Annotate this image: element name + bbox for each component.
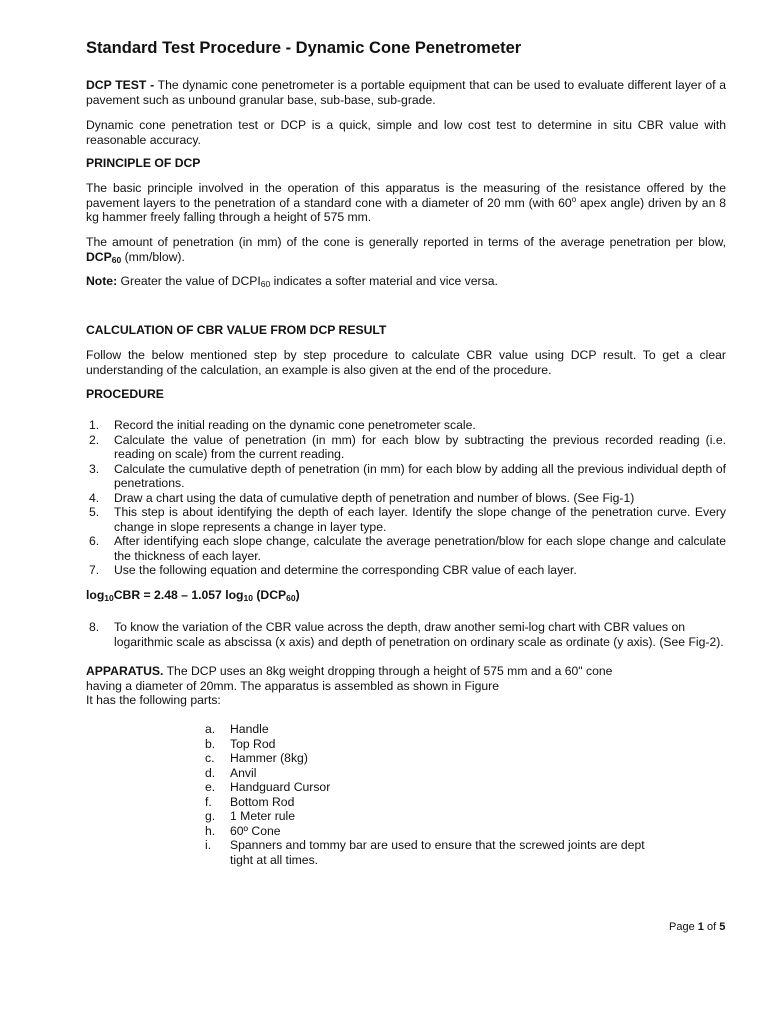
part-letter: c. — [205, 751, 215, 765]
list-item — [205, 780, 665, 795]
list-item — [86, 418, 726, 433]
calculation-paragraph: Follow the below mentioned step by step procedure to calculate CBR value using DCP result. To get a clear understanding of the calculation, an example is also given at the end of the procedure. — [86, 348, 726, 377]
list-item — [86, 534, 726, 563]
step-number: 1. — [89, 418, 100, 432]
step-text: To know the variation of the CBR value across the depth, draw another semi-log chart with CBR values on logarithmic scale as abscissa (x axis) and depth of penetration on ordinary scale as ordinate (y axis). (See Fig-2). — [114, 620, 724, 649]
page-of: of — [706, 921, 717, 933]
step-text: Draw a chart using the data of cumulative depth of penetration and number of blows. (See Fig-1) — [114, 490, 635, 505]
page-total: 5 — [719, 921, 726, 933]
eq-dcp: (DCP — [252, 588, 287, 602]
page-label: Page — [669, 921, 695, 933]
step-number: 8. — [89, 620, 100, 634]
note-paragraph — [86, 274, 726, 289]
calculation-heading: CALCULATION OF CBR VALUE FROM DCP RESULT — [86, 323, 387, 337]
part-letter: d. — [205, 765, 216, 780]
principle-paragraph-1 — [86, 181, 726, 225]
list-item — [86, 563, 726, 578]
page-footer — [669, 920, 725, 935]
step-number: 5. — [89, 505, 100, 519]
apparatus-line-1 — [86, 664, 726, 679]
list-item — [86, 505, 726, 534]
list-item — [205, 751, 665, 766]
procedure-steps-list — [86, 418, 726, 578]
note-text-b: indicates a softer material and vice versa. — [273, 274, 498, 288]
step-text: After identifying each slope change, calculate the average penetration/blow for each slope change and calculate the thickness of each layer. — [114, 534, 726, 563]
apparatus-line-3: It has the following parts: — [86, 693, 221, 707]
penetration-text-b: (mm/blow). — [124, 249, 185, 264]
dcp-subscript: 60 — [111, 254, 122, 265]
page-number: 1 — [697, 921, 704, 933]
list-item — [86, 491, 726, 506]
intro-paragraph-2: Dynamic cone penetration test or DCP is a quick, simple and low cost test to determine in situ CBR value with reasonable accuracy. — [86, 118, 726, 147]
part-letter: h. — [205, 823, 216, 838]
penetration-text-a: The amount of penetration (in mm) of the cone is generally reported in terms of the average penetration per blow, — [86, 235, 726, 249]
principle-heading: PRINCIPLE OF DCP — [86, 156, 201, 170]
document-title: Standard Test Procedure - Dynamic Cone Penetrometer — [86, 39, 522, 57]
part-letter: i. — [205, 838, 212, 852]
step-text: This step is about identifying the depth of each layer. Identify the slope change of the penetration curve. Every change in slope represents a change in layer type. — [114, 505, 726, 534]
step-number: 3. — [89, 461, 100, 476]
part-letter: e. — [205, 780, 216, 794]
part-text: Anvil — [230, 765, 257, 780]
dcp60-term — [86, 250, 121, 264]
list-item — [86, 433, 726, 462]
step-text: Calculate the value of penetration (in mm) for each blow by subtracting the previous recorded reading (i.e. reading on scale) from the current reading. — [114, 432, 726, 461]
apparatus-parts-list — [205, 722, 665, 867]
eq-sub-3: 60 — [286, 593, 296, 603]
part-letter: a. — [205, 722, 216, 736]
apparatus-label: APPARATUS. — [86, 664, 164, 678]
intro-text: The dynamic cone penetrometer is a portable equipment that can be used to evaluate different layer of a pavement such as unbound granular base, sub-base, sub-grade. — [86, 78, 727, 107]
list-item — [86, 462, 726, 491]
dcp-label: DCP — [86, 249, 112, 264]
list-item — [205, 824, 665, 839]
part-text: Bottom Rod — [230, 794, 295, 809]
part-letter: g. — [205, 809, 216, 823]
part-text: Handguard Cursor — [230, 780, 331, 794]
step-number: 7. — [89, 563, 100, 577]
part-text: Handle — [230, 722, 269, 736]
list-item — [205, 838, 665, 867]
procedure-heading: PROCEDURE — [86, 387, 164, 401]
part-letter: f. — [205, 794, 212, 809]
principle-text-b: apex angle) driven by an 8 kg hammer freely falling through a height of 575 mm. — [86, 195, 726, 224]
principle-text-a: The basic principle involved in the operation of this apparatus is the measuring of the resistance offered by the pavement layers to the penetration of a standard cone with a diameter of 20 mm (with 60 — [86, 181, 726, 210]
part-text: Top Rod — [230, 736, 276, 751]
intro-label: DCP TEST - — [86, 78, 155, 92]
apparatus-paragraph — [86, 664, 726, 708]
apparatus-text-1: The DCP uses an 8kg weight dropping through a height of 575 mm and a 60" cone — [166, 664, 613, 678]
list-item — [205, 809, 665, 824]
list-item — [86, 620, 726, 649]
list-item — [205, 766, 665, 781]
intro-paragraph — [86, 78, 726, 107]
eq-end: ) — [295, 588, 300, 602]
part-text: 60º Cone — [230, 823, 281, 838]
note-text-a: Greater the value of DCPI — [120, 274, 261, 288]
part-text: 1 Meter rule — [230, 809, 296, 823]
part-text: Hammer (8kg) — [230, 751, 308, 765]
eq-sub-1: 10 — [104, 593, 114, 603]
step-text: Record the initial reading on the dynamic cone penetrometer scale. — [114, 418, 476, 432]
step-number: 2. — [89, 432, 100, 447]
dcpi-subscript: 60 — [260, 279, 271, 289]
list-item — [205, 795, 665, 810]
list-item — [205, 722, 665, 737]
eq-middle: CBR = 2.48 – 1.057 log — [113, 588, 244, 602]
note-label: Note: — [86, 274, 118, 288]
degree-superscript: o — [571, 194, 577, 204]
eq-log: log — [86, 588, 105, 602]
apparatus-line-2: having a diameter of 20mm. The apparatus is assembled as shown in Figure — [86, 678, 500, 693]
eq-sub-2: 10 — [243, 593, 253, 603]
step-text: Use the following equation and determine the corresponding CBR value of each layer. — [114, 563, 577, 577]
part-text: Spanners and tommy bar are used to ensure that the screwed joints are dept tight at all times. — [230, 838, 645, 867]
part-letter: b. — [205, 736, 216, 751]
step-text: Calculate the cumulative depth of penetration (in mm) for each blow by adding all the previous individual depth of penetrations. — [114, 461, 726, 490]
cbr-equation — [86, 588, 300, 603]
list-item — [205, 737, 665, 752]
principle-paragraph-2 — [86, 235, 726, 264]
step-number: 6. — [89, 534, 100, 548]
step-number: 4. — [89, 490, 100, 505]
